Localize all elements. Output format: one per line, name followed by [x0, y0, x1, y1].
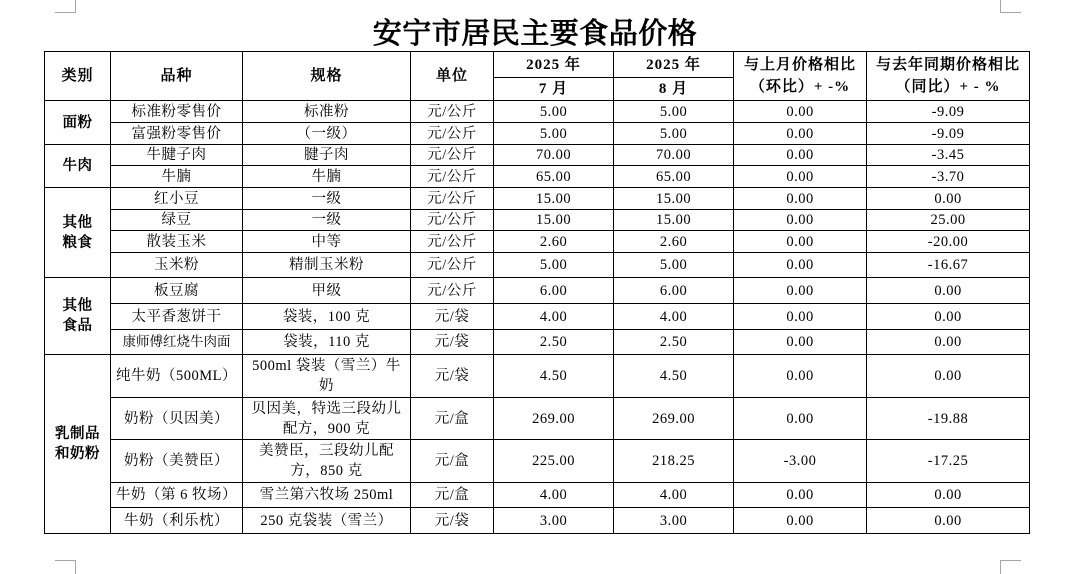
spec-cell: 雪兰第六牧场 250ml — [243, 483, 411, 508]
yoy-change-cell: 0.00 — [867, 355, 1030, 398]
price-jul-cell: 4.00 — [494, 483, 614, 508]
variety-cell: 牛奶（第 6 牧场） — [111, 483, 243, 508]
header-period2-year: 2025 年 — [614, 52, 734, 78]
variety-cell: 奶粉（贝因美） — [111, 398, 243, 440]
price-jul-cell: 5.00 — [494, 101, 614, 123]
price-jul-cell: 5.00 — [494, 253, 614, 278]
crop-mark-bottom-right — [1000, 560, 1021, 574]
table-row — [45, 123, 1030, 145]
category-cell: 其他 粮食 — [45, 188, 111, 278]
mom-change-cell: 0.00 — [734, 166, 867, 188]
unit-cell: 元/袋 — [411, 508, 494, 534]
variety-cell: 散装玉米 — [111, 231, 243, 253]
mom-change-cell: 0.00 — [734, 253, 867, 278]
price-aug-cell: 5.00 — [614, 101, 734, 123]
mom-change-cell: 0.00 — [734, 398, 867, 440]
variety-cell: 牛腱子肉 — [111, 145, 243, 166]
variety-cell: 富强粉零售价 — [111, 123, 243, 145]
price-aug-cell: 4.50 — [614, 355, 734, 398]
category-cell: 牛肉 — [45, 145, 111, 188]
yoy-change-cell: 0.00 — [867, 330, 1030, 355]
variety-cell: 奶粉（美赞臣） — [111, 440, 243, 483]
category-cell: 其他 食品 — [45, 278, 111, 355]
yoy-change-cell: -3.45 — [867, 145, 1030, 166]
unit-cell: 元/公斤 — [411, 188, 494, 210]
yoy-change-cell: 0.00 — [867, 304, 1030, 330]
price-aug-cell: 65.00 — [614, 166, 734, 188]
price-aug-cell: 4.00 — [614, 483, 734, 508]
yoy-change-cell: -9.09 — [867, 101, 1030, 123]
table-row — [45, 231, 1030, 253]
unit-cell: 元/盒 — [411, 483, 494, 508]
table-row — [45, 355, 1030, 398]
crop-mark-top-left — [55, 0, 76, 13]
table-row — [45, 304, 1030, 330]
price-jul-cell: 225.00 — [494, 440, 614, 483]
yoy-change-cell: -19.88 — [867, 398, 1030, 440]
table-row — [45, 145, 1030, 166]
unit-cell: 元/盒 — [411, 398, 494, 440]
unit-cell: 元/公斤 — [411, 166, 494, 188]
spec-cell: 贝因美，特选三段幼儿配方，900 克 — [243, 398, 411, 440]
unit-cell: 元/盒 — [411, 440, 494, 483]
unit-cell: 元/公斤 — [411, 231, 494, 253]
header-unit: 单位 — [411, 52, 494, 101]
category-cell: 乳制品 和奶粉 — [45, 355, 111, 534]
mom-change-cell: 0.00 — [734, 123, 867, 145]
price-aug-cell: 15.00 — [614, 188, 734, 210]
unit-cell: 元/公斤 — [411, 101, 494, 123]
header-yoy-change: 与去年同期价格相比 （同比）+ - % — [867, 52, 1030, 101]
table-row — [45, 483, 1030, 508]
price-jul-cell: 70.00 — [494, 145, 614, 166]
variety-cell: 牛腩 — [111, 166, 243, 188]
yoy-change-cell: -16.67 — [867, 253, 1030, 278]
mom-change-cell: 0.00 — [734, 231, 867, 253]
spec-cell: 标准粉 — [243, 101, 411, 123]
yoy-change-cell: -9.09 — [867, 123, 1030, 145]
table-row — [45, 508, 1030, 534]
table-row — [45, 398, 1030, 440]
unit-cell: 元/公斤 — [411, 253, 494, 278]
unit-cell: 元/袋 — [411, 330, 494, 355]
table-header — [45, 52, 1030, 101]
variety-cell: 标准粉零售价 — [111, 101, 243, 123]
price-jul-cell: 5.00 — [494, 123, 614, 145]
yoy-change-cell: 25.00 — [867, 210, 1030, 231]
spec-cell: 袋装，100 克 — [243, 304, 411, 330]
spec-cell: 甲级 — [243, 278, 411, 304]
price-jul-cell: 4.50 — [494, 355, 614, 398]
variety-cell: 玉米粉 — [111, 253, 243, 278]
mom-change-cell: 0.00 — [734, 355, 867, 398]
page-title: 安宁市居民主要食品价格 — [372, 16, 698, 50]
price-jul-cell: 15.00 — [494, 210, 614, 231]
mom-change-cell: 0.00 — [734, 188, 867, 210]
price-aug-cell: 4.00 — [614, 304, 734, 330]
header-period2-month: 8 月 — [614, 78, 734, 101]
table-row — [45, 101, 1030, 123]
crop-mark-bottom-left — [55, 560, 76, 574]
crop-mark-top-right — [1000, 0, 1021, 13]
price-aug-cell: 5.00 — [614, 253, 734, 278]
spec-cell: 袋装，110 克 — [243, 330, 411, 355]
header-mom-change: 与上月价格相比 （环比）+ -% — [734, 52, 867, 101]
table-row — [45, 330, 1030, 355]
price-jul-cell: 269.00 — [494, 398, 614, 440]
variety-cell: 太平香葱饼干 — [111, 304, 243, 330]
yoy-change-cell: 0.00 — [867, 508, 1030, 534]
spec-cell: 美赞臣，三段幼儿配方，850 克 — [243, 440, 411, 483]
price-aug-cell: 2.50 — [614, 330, 734, 355]
table-row — [45, 188, 1030, 210]
spec-cell: （一级） — [243, 123, 411, 145]
price-jul-cell: 4.00 — [494, 304, 614, 330]
unit-cell: 元/公斤 — [411, 145, 494, 166]
price-jul-cell: 6.00 — [494, 278, 614, 304]
mom-change-cell: 0.00 — [734, 483, 867, 508]
header-row — [45, 52, 1030, 78]
price-aug-cell: 218.25 — [614, 440, 734, 483]
mom-change-cell: 0.00 — [734, 330, 867, 355]
table-row — [45, 210, 1030, 231]
header-spec: 规格 — [243, 52, 411, 101]
unit-cell: 元/公斤 — [411, 278, 494, 304]
variety-cell: 康师傅红烧牛肉面 — [111, 330, 243, 355]
yoy-change-cell: 0.00 — [867, 188, 1030, 210]
price-aug-cell: 3.00 — [614, 508, 734, 534]
price-aug-cell: 5.00 — [614, 123, 734, 145]
table-row — [45, 166, 1030, 188]
unit-cell: 元/袋 — [411, 355, 494, 398]
spec-cell: 腱子肉 — [243, 145, 411, 166]
unit-cell: 元/公斤 — [411, 123, 494, 145]
variety-cell: 纯牛奶（500ML） — [111, 355, 243, 398]
spec-cell: 中等 — [243, 231, 411, 253]
table-row — [45, 253, 1030, 278]
spec-cell: 一级 — [243, 188, 411, 210]
category-cell: 面粉 — [45, 101, 111, 145]
mom-change-cell: 0.00 — [734, 145, 867, 166]
mom-change-cell: 0.00 — [734, 508, 867, 534]
variety-cell: 绿豆 — [111, 210, 243, 231]
price-aug-cell: 15.00 — [614, 210, 734, 231]
spec-cell: 牛腩 — [243, 166, 411, 188]
price-jul-cell: 15.00 — [494, 188, 614, 210]
table-row — [45, 278, 1030, 304]
mom-change-cell: 0.00 — [734, 304, 867, 330]
price-aug-cell: 70.00 — [614, 145, 734, 166]
price-aug-cell: 2.60 — [614, 231, 734, 253]
table-body — [45, 101, 1030, 534]
variety-cell: 板豆腐 — [111, 278, 243, 304]
price-aug-cell: 6.00 — [614, 278, 734, 304]
price-jul-cell: 3.00 — [494, 508, 614, 534]
variety-cell: 牛奶（利乐枕） — [111, 508, 243, 534]
spec-cell: 精制玉米粉 — [243, 253, 411, 278]
mom-change-cell: 0.00 — [734, 210, 867, 231]
header-period1-month: 7 月 — [494, 78, 614, 101]
unit-cell: 元/公斤 — [411, 210, 494, 231]
yoy-change-cell: 0.00 — [867, 483, 1030, 508]
spec-cell: 一级 — [243, 210, 411, 231]
header-variety: 品种 — [111, 52, 243, 101]
mom-change-cell: 0.00 — [734, 278, 867, 304]
header-category: 类别 — [45, 52, 111, 101]
spec-cell: 500ml 袋装（雪兰）牛奶 — [243, 355, 411, 398]
price-table — [44, 51, 1030, 534]
table-row — [45, 440, 1030, 483]
price-jul-cell: 2.60 — [494, 231, 614, 253]
variety-cell: 红小豆 — [111, 188, 243, 210]
yoy-change-cell: -3.70 — [867, 166, 1030, 188]
yoy-change-cell: -20.00 — [867, 231, 1030, 253]
price-aug-cell: 269.00 — [614, 398, 734, 440]
header-period1-year: 2025 年 — [494, 52, 614, 78]
yoy-change-cell: -17.25 — [867, 440, 1030, 483]
unit-cell: 元/袋 — [411, 304, 494, 330]
yoy-change-cell: 0.00 — [867, 278, 1030, 304]
mom-change-cell: 0.00 — [734, 101, 867, 123]
spec-cell: 250 克袋装（雪兰） — [243, 508, 411, 534]
mom-change-cell: -3.00 — [734, 440, 867, 483]
price-jul-cell: 2.50 — [494, 330, 614, 355]
price-jul-cell: 65.00 — [494, 166, 614, 188]
